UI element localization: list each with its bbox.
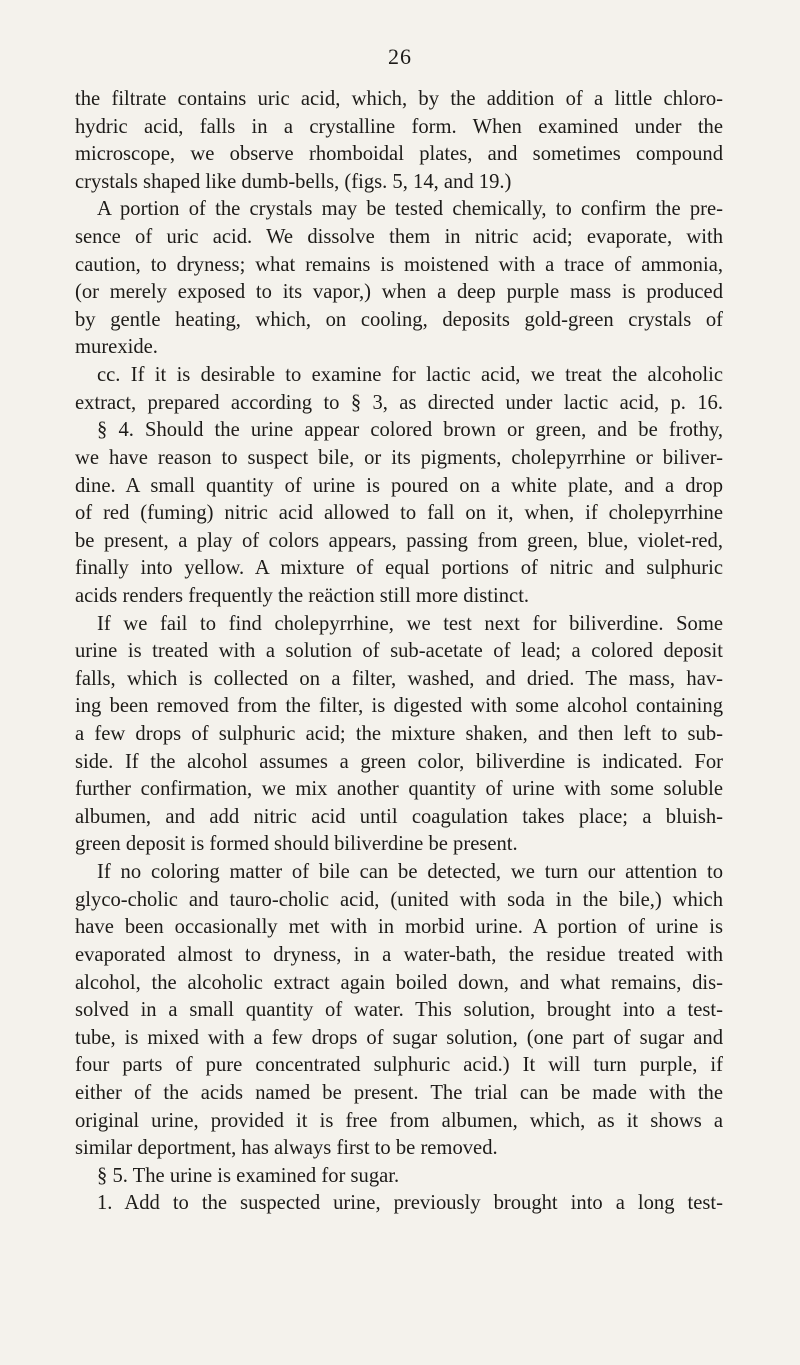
text-line: (or merely exposed to its vapor,) when a deep purple mass is produced [75,281,723,304]
text-line: If no coloring matter of bile can be detected, we turn our attention to [97,861,723,884]
text-line: ing been removed from the filter, is digested with some alcohol containing [75,695,723,718]
text-line: albumen, and add nitric acid until coagulation takes place; a bluish- [75,805,723,828]
text-line: urine is treated with a solution of sub-acetate of lead; a colored deposit [75,640,723,663]
body-text [75,86,723,1218]
text-line: a few drops of sulphuric acid; the mixture shaken, and then left to sub- [75,723,723,746]
text-line: crystals shaped like dumb-bells, (figs. 5, 14, and 19.) [75,170,512,193]
text-line: similar deportment, has always first to be removed. [75,1137,498,1160]
text-line: solved in a small quantity of water. This solution, brought into a test- [75,999,723,1022]
text-line: sence of uric acid. We dissolve them in nitric acid; evaporate, with [75,226,723,249]
text-line: microscope, we observe rhomboidal plates, and sometimes compound [75,143,723,166]
text-line: caution, to dryness; what remains is moistened with a trace of ammonia, [75,253,723,276]
text-line: 1. Add to the suspected urine, previously brought into a long test- [97,1192,723,1215]
text-line: be present, a play of colors appears, passing from green, blue, violet-red, [75,529,723,552]
text-line: § 5. The urine is examined for sugar. [97,1164,400,1187]
text-line: falls, which is collected on a filter, washed, and dried. The mass, hav- [75,667,723,690]
text-line: further confirmation, we mix another quantity of urine with some soluble [75,778,723,801]
text-line: dine. A small quantity of urine is poured on a white plate, and a drop [75,474,723,497]
text-line: the filtrate contains uric acid, which, by the addition of a little chloro- [75,88,723,110]
text-line: § 4. Should the urine appear colored brown or green, and be frothy, [97,419,723,442]
text-line: green deposit is formed should biliverdine be present. [75,833,518,856]
text-line: extract, prepared according to § 3, as directed under lactic acid, p. 16. [75,391,723,414]
text-line: cc. If it is desirable to examine for lactic acid, we treat the alcoholic [97,364,723,387]
text-line: glyco-cholic and tauro-cholic acid, (united with soda in the bile,) which [75,888,723,911]
text-line: evaporated almost to dryness, in a water-bath, the residue treated with [75,943,723,966]
text-line: If we fail to find cholepyrrhine, we test next for biliverdine. Some [97,612,723,635]
text-line: by gentle heating, which, on cooling, deposits gold-green crystals of [75,308,723,331]
text-line: acids renders frequently the reäction still more distinct. [75,584,530,607]
text-line: have been occasionally met with in morbid urine. A portion of urine is [75,916,723,939]
text-line: hydric acid, falls in a crystalline form. When examined under the [75,115,723,138]
text-line: murexide. [75,336,158,359]
text-line: finally into yellow. A mixture of equal portions of nitric and sulphuric [75,557,723,580]
text-line: four parts of pure concentrated sulphuric acid.) It will turn purple, if [75,1054,723,1077]
text-line: side. If the alcohol assumes a green color, biliverdine is indicated. For [75,750,723,773]
text-line: original urine, provided it is free from albumen, which, as it shows a [75,1109,723,1132]
text-line: tube, is mixed with a few drops of sugar solution, (one part of sugar and [75,1026,723,1049]
text-line: either of the acids named be present. The trial can be made with the [75,1081,723,1104]
text-line: of red (fuming) nitric acid allowed to fall on it, when, if cholepyrrhine [75,502,723,525]
text-line: alcohol, the alcoholic extract again boiled down, and what remains, dis- [75,971,723,994]
page-number: 26 [388,44,412,69]
text-line: we have reason to suspect bile, or its pigments, cholepyrrhine or biliver- [75,446,723,469]
text-line: A portion of the crystals may be tested chemically, to confirm the pre- [97,198,723,221]
